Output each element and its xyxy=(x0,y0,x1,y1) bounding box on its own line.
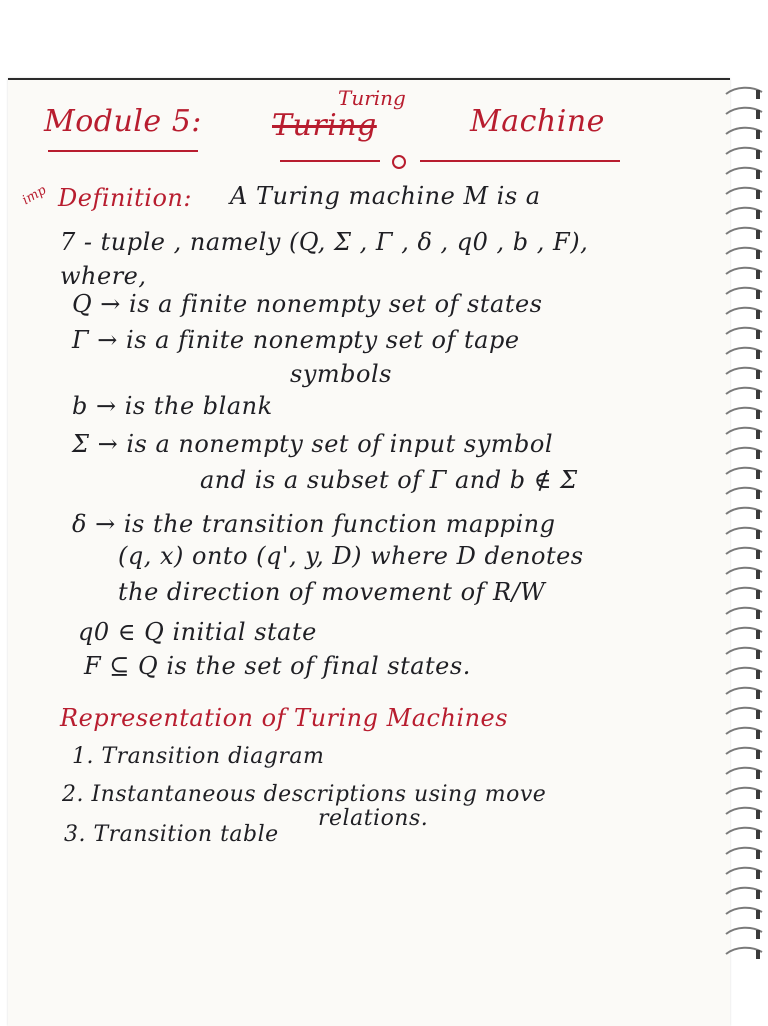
spiral-hole xyxy=(756,330,760,339)
spiral-hole xyxy=(756,690,760,699)
spiral-hole xyxy=(756,890,760,899)
spiral-hole xyxy=(756,370,760,379)
spiral-hole xyxy=(756,450,760,459)
spiral-hole xyxy=(756,710,760,719)
def-delta: δ → is the transition function mapping xyxy=(72,510,556,538)
spiral-hole xyxy=(756,790,760,799)
spiral-hole xyxy=(756,390,760,399)
spiral-hole xyxy=(756,270,760,279)
spiral-hole xyxy=(756,570,760,579)
spiral-hole xyxy=(756,550,760,559)
title-underline-right2 xyxy=(420,160,620,162)
def-f: F ⊆ Q is the set of final states. xyxy=(84,652,471,680)
definition-line-3: where, xyxy=(60,262,147,290)
spiral-hole xyxy=(756,630,760,639)
spiral-hole xyxy=(756,510,760,519)
representation-item-3: 3. Transition table xyxy=(64,822,279,847)
def-delta-cont-2: the direction of movement of R/W xyxy=(118,578,546,606)
spiral-hole xyxy=(756,910,760,919)
spiral-hole xyxy=(756,650,760,659)
spiral-hole xyxy=(756,90,760,99)
spiral-hole xyxy=(756,470,760,479)
def-sigma: Σ → is a nonempty set of input symbol xyxy=(72,430,554,458)
spiral-hole xyxy=(756,750,760,759)
machine-title-word: Machine xyxy=(470,104,605,139)
spiral-hole xyxy=(756,850,760,859)
crossed-out-word: Turing xyxy=(272,108,377,143)
spiral-hole xyxy=(756,250,760,259)
spiral-hole xyxy=(756,410,760,419)
spiral-hole xyxy=(756,670,760,679)
spiral-hole xyxy=(756,870,760,879)
spiral-hole xyxy=(756,150,760,159)
spiral-hole xyxy=(756,530,760,539)
spiral-hole xyxy=(756,290,760,299)
inserted-word: Turing xyxy=(338,86,406,110)
spiral-hole xyxy=(756,230,760,239)
def-b: b → is the blank xyxy=(72,392,273,420)
spiral-hole xyxy=(756,170,760,179)
title-underline-left xyxy=(48,150,198,152)
spiral-hole xyxy=(756,210,760,219)
def-gamma: Γ → is a finite nonempty set of tape xyxy=(72,326,520,354)
module-title: Module 5: xyxy=(44,104,202,139)
definition-line-1: A Turing machine M is a xyxy=(230,182,541,210)
def-delta-cont-1: (q, x) onto (q', y, D) where D denotes xyxy=(118,542,584,570)
spiral-hole xyxy=(756,190,760,199)
imp-mark: imp xyxy=(19,182,49,209)
representation-item-2: 2. Instantaneous descriptions using move xyxy=(62,782,547,807)
spiral-hole xyxy=(756,130,760,139)
title-underline-right xyxy=(280,160,380,162)
def-q0: q0 ∈ Q initial state xyxy=(78,618,317,646)
spiral-hole xyxy=(756,610,760,619)
spiral-hole xyxy=(756,950,760,959)
def-gamma-cont: symbols xyxy=(290,360,392,388)
definition-line-2: 7 - tuple , namely (Q, Σ , Γ , δ , q0 , b , F), xyxy=(60,228,589,256)
representation-item-2-cont: relations. xyxy=(318,806,429,831)
spiral-hole xyxy=(756,770,760,779)
spiral-hole xyxy=(756,350,760,359)
spiral-hole xyxy=(756,590,760,599)
def-q: Q → is a finite nonempty set of states xyxy=(72,290,543,318)
spiral-binding xyxy=(722,80,768,960)
representation-title: Representation of Turing Machines xyxy=(60,704,509,732)
title-underline-circle xyxy=(392,155,406,169)
spiral-hole xyxy=(756,430,760,439)
spiral-hole xyxy=(756,930,760,939)
spiral-hole xyxy=(756,110,760,119)
spiral-hole xyxy=(756,730,760,739)
spiral-hole xyxy=(756,830,760,839)
representation-item-1: 1. Transition diagram xyxy=(72,744,325,769)
definition-label: Definition: xyxy=(58,184,192,212)
spiral-hole xyxy=(756,490,760,499)
def-sigma-cont: and is a subset of Γ and b ∉ Σ xyxy=(200,466,578,494)
spiral-hole xyxy=(756,310,760,319)
spiral-hole xyxy=(756,810,760,819)
